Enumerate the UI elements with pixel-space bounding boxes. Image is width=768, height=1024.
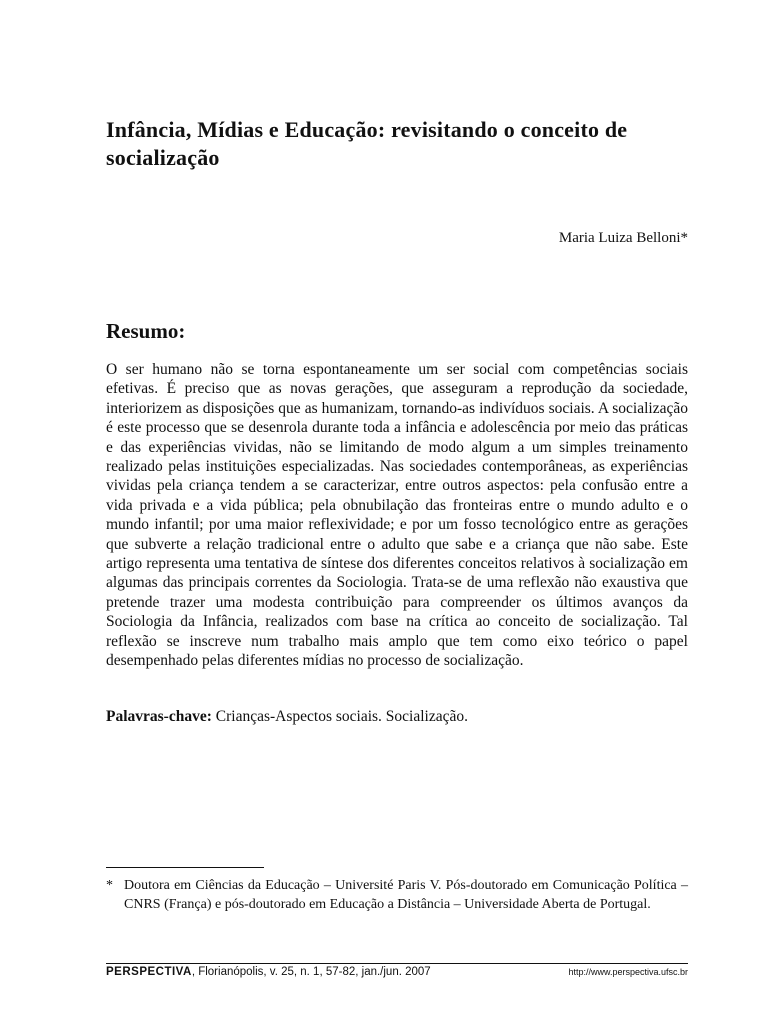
- footnote-divider: [106, 867, 264, 868]
- footnote-marker: *: [106, 878, 113, 893]
- journal-citation: [106, 966, 431, 978]
- article-title: Infância, Mídias e Educação: revisitando o conceito de socialização: [106, 117, 628, 170]
- footer-divider: [106, 963, 688, 964]
- keywords-label: Palavras-chave:: [106, 708, 212, 725]
- keywords-values: Crianças-Aspectos sociais. Socialização.: [215, 708, 468, 725]
- abstract-text: O ser humano não se torna espontaneamente um ser social com competências sociais efetivas. É preciso que as novas gerações, que asseguram a reprodução da sociedade, interiorizem as disposições que as humanizam, tornando-as indivíduos sociais. A socialização é este processo que se desenrola durante toda a infância e adolescência por meio das práticas e das experiências vividas, não se limitando de modo algum a um simples treinamento realizado pelas instituições especializadas. Nas sociedades contemporâneas, as experiências vividas pela criança tendem a se caracterizar, entre outros aspectos: pela confusão entre a vida privada e a vida pública; pela obnubilação das fronteiras entre o mundo adulto e o mundo infantil; por uma maior reflexividade; e por um fosso tecnológico entre as gerações que subverte a relação tradicional entre o adulto que sabe e a criança que não sabe. Este artigo representa uma tentativa de síntese dos diferentes conceitos relativos à socialização em algumas das principais correntes da Sociologia. Trata-se de uma reflexão não exaustiva que pretende trazer uma modesta contribuição para compreender os últimos avanços da Sociologia da Infância, realizados com base na crítica ao conceito de socialização. Tal reflexão se inscreve num trabalho mais amplo que tem como eixo teórico o papel desempenhado pelas diferentes mídias no processo de socialização.: [106, 361, 688, 670]
- journal-name: PERSPECTIVA: [106, 966, 192, 978]
- keywords-line: [106, 707, 688, 726]
- journal-url[interactable]: http://www.perspectiva.ufsc.br: [568, 967, 688, 977]
- footnote: [106, 876, 688, 914]
- abstract-heading: Resumo:: [106, 319, 186, 343]
- citation-details: , Florianópolis, v. 25, n. 1, 57-82, jan./jun. 2007: [191, 966, 431, 978]
- author-name: Maria Luiza Belloni*: [558, 230, 688, 246]
- page-footer: [106, 966, 688, 978]
- footnote-text: Doutora em Ciências da Educação – Université Paris V. Pós-doutorado em Comunicação Política – CNRS (França) e pós-doutorado em Educação a Distância – Universidade Aberta de Portugal.: [124, 878, 688, 912]
